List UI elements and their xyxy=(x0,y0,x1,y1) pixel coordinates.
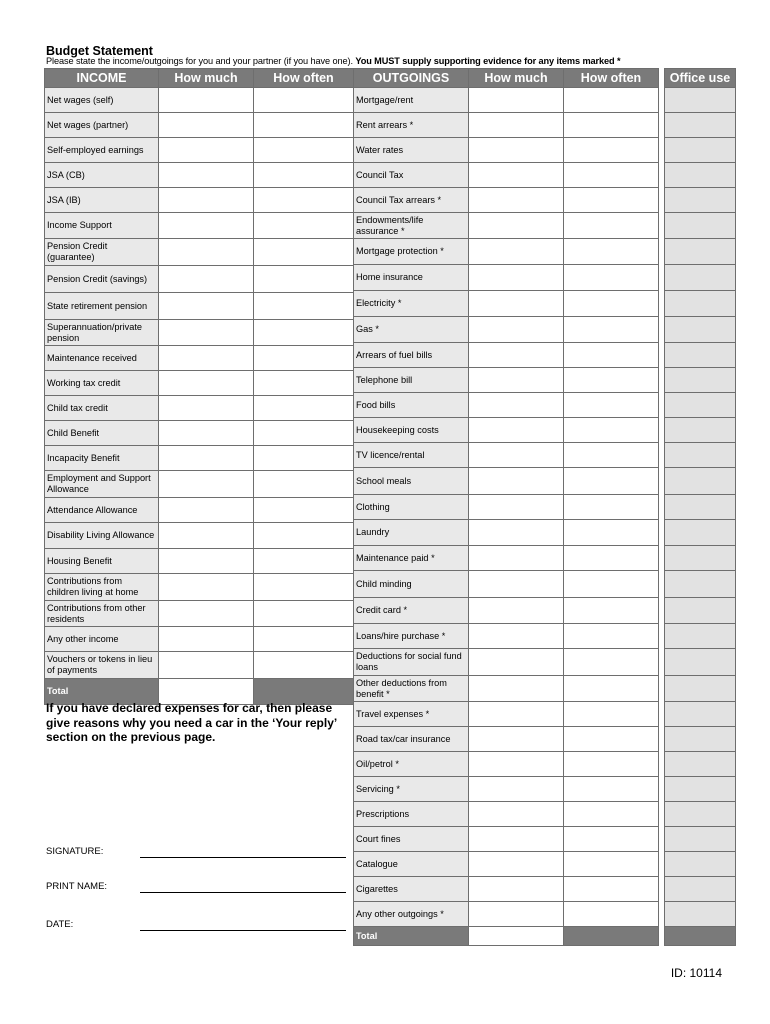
income-row xyxy=(45,213,354,239)
instructions xyxy=(46,56,620,66)
outgoings-how-often-field[interactable] xyxy=(564,520,659,546)
outgoings-how-often-field[interactable] xyxy=(564,443,659,468)
outgoings-how-much-field[interactable] xyxy=(469,676,564,702)
outgoings-how-much-field[interactable] xyxy=(469,188,564,213)
outgoings-how-often-field[interactable] xyxy=(564,368,659,393)
outgoings-row xyxy=(354,546,736,571)
print-name-label: PRINT NAME: xyxy=(46,881,108,892)
office-use-field xyxy=(665,393,736,418)
outgoings-row-label: Court fines xyxy=(354,827,469,852)
outgoings-how-much-field[interactable] xyxy=(469,649,564,676)
office-use-field xyxy=(665,827,736,852)
income-row xyxy=(45,498,354,523)
income-table xyxy=(44,68,354,705)
income-how-often-field[interactable] xyxy=(254,601,354,627)
outgoings-row-label: School meals xyxy=(354,468,469,495)
outgoings-how-often-field[interactable] xyxy=(564,393,659,418)
outgoings-header: OUTGOINGS xyxy=(354,69,469,88)
outgoings-row-label: Other deductions from benefit * xyxy=(354,676,469,702)
office-use-field xyxy=(665,88,736,113)
outgoings-how-often-field[interactable] xyxy=(564,676,659,702)
outgoings-row-label: Gas * xyxy=(354,317,469,343)
income-row xyxy=(45,293,354,320)
outgoings-how-much-field[interactable] xyxy=(469,752,564,777)
outgoings-row xyxy=(354,777,736,802)
outgoings-how-much-field[interactable] xyxy=(469,418,564,443)
income-row xyxy=(45,446,354,471)
outgoings-how-often-field[interactable] xyxy=(564,88,659,113)
outgoings-how-much-field[interactable] xyxy=(469,113,564,138)
office-use-field xyxy=(665,343,736,368)
income-row-label: Working tax credit xyxy=(45,371,159,396)
outgoings-how-often-field[interactable] xyxy=(564,495,659,520)
office-use-field xyxy=(665,520,736,546)
income-row-label: Pension Credit (savings) xyxy=(45,266,159,293)
income-how-much-field[interactable] xyxy=(159,138,254,163)
outgoings-how-much-field[interactable] xyxy=(469,546,564,571)
signature-label: SIGNATURE: xyxy=(46,846,104,857)
income-row xyxy=(45,627,354,652)
outgoings-row-label: Servicing * xyxy=(354,777,469,802)
outgoings-row xyxy=(354,343,736,368)
income-row xyxy=(45,163,354,188)
office-use-field xyxy=(665,852,736,877)
income-how-often-field[interactable] xyxy=(254,239,354,266)
income-how-often-field[interactable] xyxy=(254,627,354,652)
income-row-label: Superannuation/private pension xyxy=(45,320,159,346)
office-use-field xyxy=(665,902,736,927)
income-row xyxy=(45,239,354,266)
income-row xyxy=(45,549,354,574)
income-how-much-field[interactable] xyxy=(159,320,254,346)
outgoings-row xyxy=(354,88,736,113)
outgoings-row-label: Any other outgoings * xyxy=(354,902,469,927)
page-title: Budget Statement xyxy=(46,44,153,58)
office-use-header: Office use xyxy=(665,69,736,88)
office-use-field xyxy=(665,138,736,163)
income-row-label: Net wages (self) xyxy=(45,88,159,113)
income-row-label: Employment and Support Allowance xyxy=(45,471,159,498)
income-how-often-field[interactable] xyxy=(254,163,354,188)
outgoings-how-much-field[interactable] xyxy=(469,902,564,927)
outgoings-row xyxy=(354,598,736,624)
outgoings-row-label: Council Tax arrears * xyxy=(354,188,469,213)
office-use-field xyxy=(665,752,736,777)
income-how-often-field[interactable] xyxy=(254,652,354,679)
outgoings-how-much-field[interactable] xyxy=(469,520,564,546)
income-how-much-header: How much xyxy=(159,69,254,88)
income-row-label: JSA (IB) xyxy=(45,188,159,213)
office-use-field xyxy=(665,802,736,827)
income-how-often-field[interactable] xyxy=(254,421,354,446)
outgoings-row xyxy=(354,520,736,546)
income-how-much-field[interactable] xyxy=(159,523,254,549)
income-how-much-field[interactable] xyxy=(159,549,254,574)
income-how-much-field[interactable] xyxy=(159,213,254,239)
office-use-field xyxy=(665,877,736,902)
outgoings-how-much-field[interactable] xyxy=(469,138,564,163)
income-header: INCOME xyxy=(45,69,159,88)
income-rows xyxy=(45,88,354,705)
outgoings-how-often-header: How often xyxy=(564,69,659,88)
income-how-much-field[interactable] xyxy=(159,371,254,396)
income-how-much-field[interactable] xyxy=(159,652,254,679)
income-row-label: Child tax credit xyxy=(45,396,159,421)
income-how-much-field[interactable] xyxy=(159,446,254,471)
income-how-often-field[interactable] xyxy=(254,371,354,396)
outgoings-how-often-field[interactable] xyxy=(564,265,659,291)
outgoings-how-often-field[interactable] xyxy=(564,702,659,727)
outgoings-row-label: Loans/hire purchase * xyxy=(354,624,469,649)
outgoings-how-often-field[interactable] xyxy=(564,649,659,676)
income-row xyxy=(45,652,354,679)
income-how-much-field[interactable] xyxy=(159,188,254,213)
outgoings-row-label: Road tax/car insurance xyxy=(354,727,469,752)
income-row xyxy=(45,396,354,421)
office-use-field xyxy=(665,468,736,495)
outgoings-row xyxy=(354,877,736,902)
outgoings-how-often-field[interactable] xyxy=(564,468,659,495)
income-row-label: Maintenance received xyxy=(45,346,159,371)
office-use-field xyxy=(665,418,736,443)
outgoings-how-much-field[interactable] xyxy=(469,468,564,495)
outgoings-how-much-field[interactable] xyxy=(469,368,564,393)
outgoings-row-label: Endowments/life assurance * xyxy=(354,213,469,239)
outgoings-total-label: Total xyxy=(354,927,469,946)
outgoings-how-often-field[interactable] xyxy=(564,546,659,571)
income-row-label: Housing Benefit xyxy=(45,549,159,574)
document-id: ID: 10114 xyxy=(670,966,722,980)
outgoings-row xyxy=(354,138,736,163)
outgoings-row-label: Laundry xyxy=(354,520,469,546)
office-use-field xyxy=(665,265,736,291)
outgoings-how-much-field[interactable] xyxy=(469,317,564,343)
car-expenses-note: If you have declared expenses for car, then please give reasons why you need a car in the ‘Your reply’ section on the previous page. xyxy=(46,701,337,744)
outgoings-row-label: Food bills xyxy=(354,393,469,418)
outgoings-row xyxy=(354,752,736,777)
outgoings-how-much-field[interactable] xyxy=(469,852,564,877)
office-use-field xyxy=(665,239,736,265)
income-row-label: Pension Credit (guarantee) xyxy=(45,239,159,266)
outgoings-row-label: Arrears of fuel bills xyxy=(354,343,469,368)
outgoings-how-often-field[interactable] xyxy=(564,727,659,752)
office-use-field xyxy=(665,213,736,239)
outgoings-row-label: Maintenance paid * xyxy=(354,546,469,571)
outgoings-how-much-field[interactable] xyxy=(469,265,564,291)
outgoings-row xyxy=(354,265,736,291)
office-use-field xyxy=(665,368,736,393)
income-how-much-field[interactable] xyxy=(159,601,254,627)
instructions-plain: Please state the income/outgoings for you and your partner (if you have one). xyxy=(46,56,356,66)
income-row xyxy=(45,113,354,138)
income-row xyxy=(45,471,354,498)
outgoings-how-much-field[interactable] xyxy=(469,727,564,752)
outgoings-row xyxy=(354,827,736,852)
income-row-label: State retirement pension xyxy=(45,293,159,320)
outgoings-how-much-field[interactable] xyxy=(469,88,564,113)
outgoings-row-label: Housekeeping costs xyxy=(354,418,469,443)
income-how-often-field[interactable] xyxy=(254,266,354,293)
outgoings-how-much-field[interactable] xyxy=(469,877,564,902)
office-use-total xyxy=(665,927,736,946)
income-row-label: JSA (CB) xyxy=(45,163,159,188)
outgoings-total-field[interactable] xyxy=(469,927,564,946)
income-row-label: Child Benefit xyxy=(45,421,159,446)
outgoings-rows xyxy=(354,88,736,946)
outgoings-how-often-field[interactable] xyxy=(564,188,659,213)
outgoings-row-label: Child minding xyxy=(354,571,469,598)
outgoings-how-often-field[interactable] xyxy=(564,852,659,877)
outgoings-how-often-field[interactable] xyxy=(564,802,659,827)
income-row xyxy=(45,266,354,293)
outgoings-how-much-field[interactable] xyxy=(469,624,564,649)
outgoings-how-often-field[interactable] xyxy=(564,902,659,927)
outgoings-row-label: Travel expenses * xyxy=(354,702,469,727)
income-row xyxy=(45,574,354,601)
outgoings-row xyxy=(354,113,736,138)
outgoings-row xyxy=(354,676,736,702)
income-how-often-field[interactable] xyxy=(254,138,354,163)
outgoings-how-often-field[interactable] xyxy=(564,291,659,317)
outgoings-how-often-field[interactable] xyxy=(564,624,659,649)
income-row xyxy=(45,346,354,371)
outgoings-how-often-field[interactable] xyxy=(564,239,659,265)
income-how-often-field[interactable] xyxy=(254,498,354,523)
office-use-field xyxy=(665,443,736,468)
income-row xyxy=(45,88,354,113)
outgoings-row-label: Cigarettes xyxy=(354,877,469,902)
income-row xyxy=(45,320,354,346)
outgoings-how-often-field[interactable] xyxy=(564,138,659,163)
income-row-label: Contributions from other residents xyxy=(45,601,159,627)
outgoings-how-often-field[interactable] xyxy=(564,752,659,777)
income-row xyxy=(45,601,354,627)
income-how-often-field[interactable] xyxy=(254,523,354,549)
outgoings-row xyxy=(354,852,736,877)
income-how-often-field[interactable] xyxy=(254,446,354,471)
income-row xyxy=(45,523,354,549)
outgoings-row xyxy=(354,418,736,443)
income-how-often-field[interactable] xyxy=(254,396,354,421)
income-how-often-field[interactable] xyxy=(254,574,354,601)
outgoings-row xyxy=(354,213,736,239)
income-how-much-field[interactable] xyxy=(159,163,254,188)
income-how-often-field[interactable] xyxy=(254,471,354,498)
outgoings-how-much-field[interactable] xyxy=(469,702,564,727)
outgoings-how-often-field[interactable] xyxy=(564,163,659,188)
outgoings-how-much-header: How much xyxy=(469,69,564,88)
outgoings-how-much-field[interactable] xyxy=(469,343,564,368)
income-how-much-field[interactable] xyxy=(159,421,254,446)
income-how-often-field[interactable] xyxy=(254,113,354,138)
office-use-field xyxy=(665,702,736,727)
income-how-often-field[interactable] xyxy=(254,346,354,371)
outgoings-row-label: Electricity * xyxy=(354,291,469,317)
outgoings-row xyxy=(354,624,736,649)
outgoings-how-often-field[interactable] xyxy=(564,827,659,852)
office-use-field xyxy=(665,163,736,188)
income-how-often-field[interactable] xyxy=(254,88,354,113)
print-name-line[interactable] xyxy=(140,891,346,893)
outgoings-row xyxy=(354,649,736,676)
office-use-field xyxy=(665,546,736,571)
income-row-label: Disability Living Allowance xyxy=(45,523,159,549)
outgoings-row-label: Mortgage protection * xyxy=(354,239,469,265)
outgoings-row xyxy=(354,393,736,418)
income-row-label: Incapacity Benefit xyxy=(45,446,159,471)
outgoings-how-much-field[interactable] xyxy=(469,291,564,317)
office-use-field xyxy=(665,777,736,802)
date-label: DATE: xyxy=(46,919,74,930)
outgoings-table xyxy=(353,68,736,946)
office-use-field xyxy=(665,188,736,213)
income-total-label: Total xyxy=(45,679,159,705)
outgoings-row xyxy=(354,239,736,265)
income-row-label: Any other income xyxy=(45,627,159,652)
income-row-label: Income Support xyxy=(45,213,159,239)
income-how-much-field[interactable] xyxy=(159,266,254,293)
income-how-much-field[interactable] xyxy=(159,293,254,320)
outgoings-row xyxy=(354,571,736,598)
outgoings-row-label: Catalogue xyxy=(354,852,469,877)
outgoings-row xyxy=(354,802,736,827)
outgoings-row xyxy=(354,443,736,468)
income-row-label: Attendance Allowance xyxy=(45,498,159,523)
outgoings-how-often-field[interactable] xyxy=(564,571,659,598)
outgoings-how-much-field[interactable] xyxy=(469,777,564,802)
income-how-much-field[interactable] xyxy=(159,498,254,523)
income-row-label: Self-employed earnings xyxy=(45,138,159,163)
outgoings-how-often-field[interactable] xyxy=(564,317,659,343)
outgoings-how-often-field[interactable] xyxy=(564,343,659,368)
income-row-label: Vouchers or tokens in lieu of payments xyxy=(45,652,159,679)
outgoings-row xyxy=(354,291,736,317)
income-how-often-header: How often xyxy=(254,69,354,88)
signature-line[interactable] xyxy=(140,856,346,858)
outgoings-row-label: Water rates xyxy=(354,138,469,163)
income-row-label: Net wages (partner) xyxy=(45,113,159,138)
income-how-often-field[interactable] xyxy=(254,549,354,574)
office-use-field xyxy=(665,317,736,343)
income-how-much-field[interactable] xyxy=(159,396,254,421)
outgoings-row-label: Deductions for social fund loans xyxy=(354,649,469,676)
income-how-much-field[interactable] xyxy=(159,574,254,601)
outgoings-how-often-field[interactable] xyxy=(564,598,659,624)
income-how-often-field[interactable] xyxy=(254,188,354,213)
office-use-field xyxy=(665,291,736,317)
outgoings-row-label: Rent arrears * xyxy=(354,113,469,138)
outgoings-how-often-field[interactable] xyxy=(564,113,659,138)
outgoings-how-much-field[interactable] xyxy=(469,239,564,265)
office-use-field xyxy=(665,624,736,649)
income-how-much-field[interactable] xyxy=(159,627,254,652)
office-use-field xyxy=(665,495,736,520)
outgoings-row-label: Clothing xyxy=(354,495,469,520)
outgoings-row xyxy=(354,902,736,927)
outgoings-how-much-field[interactable] xyxy=(469,827,564,852)
outgoings-how-much-field[interactable] xyxy=(469,571,564,598)
office-use-field xyxy=(665,727,736,752)
outgoings-how-often-field[interactable] xyxy=(564,877,659,902)
outgoings-row xyxy=(354,468,736,495)
outgoings-row xyxy=(354,495,736,520)
outgoings-how-much-field[interactable] xyxy=(469,495,564,520)
outgoings-how-much-field[interactable] xyxy=(469,443,564,468)
outgoings-row-label: Home insurance xyxy=(354,265,469,291)
outgoings-row-label: Prescriptions xyxy=(354,802,469,827)
outgoings-how-much-field[interactable] xyxy=(469,393,564,418)
office-use-field xyxy=(665,649,736,676)
income-row xyxy=(45,421,354,446)
income-how-much-field[interactable] xyxy=(159,471,254,498)
outgoings-row xyxy=(354,727,736,752)
income-row xyxy=(45,138,354,163)
outgoings-row-label: Telephone bill xyxy=(354,368,469,393)
office-use-field xyxy=(665,571,736,598)
outgoings-row xyxy=(354,702,736,727)
income-row-label: Contributions from children living at home xyxy=(45,574,159,601)
outgoings-row-label: TV licence/rental xyxy=(354,443,469,468)
outgoings-row xyxy=(354,163,736,188)
income-how-often-field[interactable] xyxy=(254,320,354,346)
income-how-much-field[interactable] xyxy=(159,346,254,371)
outgoings-row-label: Mortgage/rent xyxy=(354,88,469,113)
outgoings-how-often-field[interactable] xyxy=(564,777,659,802)
income-how-much-field[interactable] xyxy=(159,239,254,266)
income-row xyxy=(45,371,354,396)
outgoings-row xyxy=(354,188,736,213)
outgoings-how-much-field[interactable] xyxy=(469,802,564,827)
office-use-field xyxy=(665,598,736,624)
income-how-often-field[interactable] xyxy=(254,293,354,320)
outgoings-row-label: Credit card * xyxy=(354,598,469,624)
outgoings-total-row xyxy=(354,927,736,946)
outgoings-row-label: Council Tax xyxy=(354,163,469,188)
outgoings-total-shaded xyxy=(564,927,659,946)
income-how-much-field[interactable] xyxy=(159,88,254,113)
office-use-field xyxy=(665,676,736,702)
outgoings-row xyxy=(354,368,736,393)
instructions-bold: You MUST supply supporting evidence for any items marked * xyxy=(355,56,621,66)
outgoings-row-label: Oil/petrol * xyxy=(354,752,469,777)
income-how-often-field[interactable] xyxy=(254,213,354,239)
outgoings-row xyxy=(354,317,736,343)
income-how-much-field[interactable] xyxy=(159,113,254,138)
income-row xyxy=(45,188,354,213)
date-line[interactable] xyxy=(140,929,346,931)
outgoings-how-often-field[interactable] xyxy=(564,213,659,239)
outgoings-how-much-field[interactable] xyxy=(469,163,564,188)
outgoings-how-often-field[interactable] xyxy=(564,418,659,443)
office-use-field xyxy=(665,113,736,138)
outgoings-how-much-field[interactable] xyxy=(469,598,564,624)
outgoings-how-much-field[interactable] xyxy=(469,213,564,239)
